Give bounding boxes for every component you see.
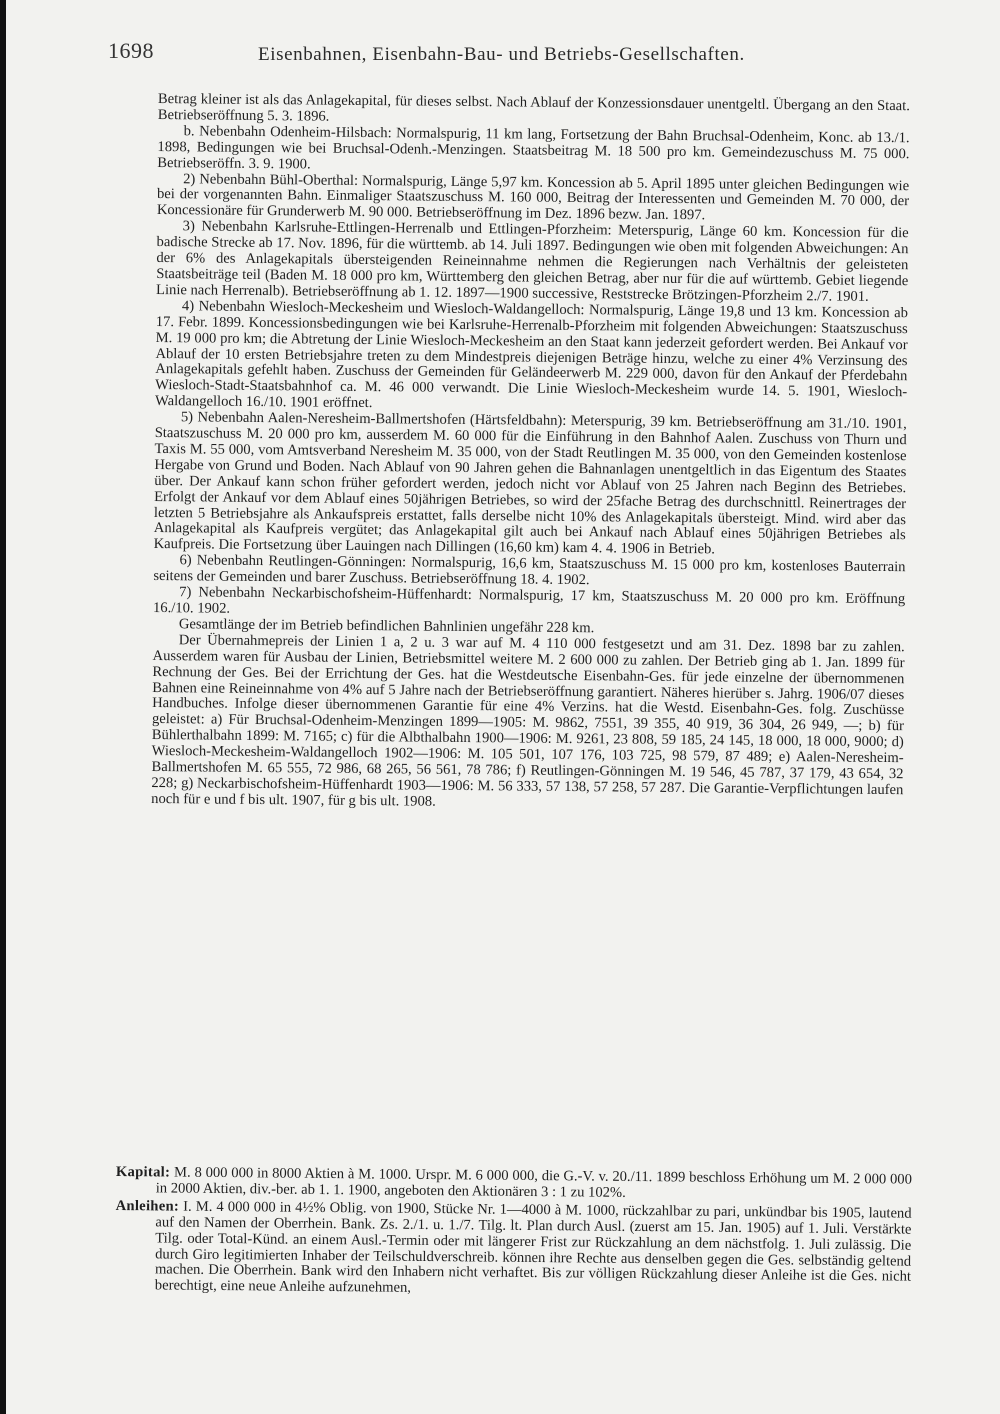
paragraph: 4) Nebenbahn Wiesloch-Meckesheim und Wiesloch-Waldangelloch: Normalspurig, Länge 19,8 und 13 km. Koncession ab 17. Febr. 1899. Koncessionsbedingungen wie bei Karlsruhe-Herrenalb-Pforzheim mit folgenden Abweichungen: Staatszuschuss M. 19 000 pro km; die Abtretung der Linie Wiesloch-Meckesheim an den Staat kann jederzeit gefordert werden. Bei Ankauf vor Ablauf der 10 ersten Betriebsjahre treten zu dem Mindestpreis diejenigen Beträge hinzu, welche zu einer 4% Verzinsung des Anlagekapitals gefehlt haben. Zuschuss der Gemeinden für Geländeerwerb M. 229 000, davon für den Ankauf der Pferdebahn Wiesloch-Stadt-Staatsbahnhof ca. M. 46 000 verwandt. Die Linie Wiesloch-Meckesheim wurde 14. 5. 1901, Wiesloch-Waldangelloch 16./10. 1901 eröffnet. — [154, 298, 908, 412]
paragraph: 3) Nebenbahn Karlsruhe-Ettlingen-Herrenalb und Ettlingen-Pforzheim: Meterspurig, Länge 60 km. Koncession für die badische Strecke ab 17. Nov. 1896, für die württemb. ab 14. Juli 1897. Bedingungen wie oben mit folgenden Abweichungen: An der 6% des Anlagekapitals übersteigenden Reineinnahme nehmen die Regierungen nach Verhältnis der geleisteten Staatsbeiträge teil (Baden M. 18 000 pro km, Württemberg den gleichen Betrag, aber nur für die auf württemb. Gebiet liegende Linie nach Herrenalb). Betriebseröffnung ab 1. 12. 1897—1900 successive, Reststrecke Brötzingen-Pforzheim 2./7. 1901. — [156, 218, 909, 305]
running-head: Eisenbahnen, Eisenbahn-Bau- und Betriebs-Gesellschaften. — [258, 44, 745, 65]
paragraph: Betrag kleiner ist als das Anlagekapital, für dieses selbst. Nach Ablauf der Konzessionsdauer unentgeltl. Übergang an den Staat. Betriebseröffnung 5. 3. 1896. — [157, 91, 910, 125]
page-number: 1698 — [108, 38, 154, 63]
main-text-column — [151, 92, 910, 815]
paragraph: 2) Nebenbahn Bühl-Oberthal: Normalspurig, Länge 5,97 km. Koncession ab 5. April 1895 unter gleichen Bedingungen wie bei der vorgenannten Bahn. Einmaliger Staatszuschuss M. 160 000, Beitrag der Interessenten und Gemeinden M. 70 000, der Koncessionäre für Grunderwerb M. 90 000. Betriebseröffnung im Dez. 1896 bezw. Jan. 1897. — [156, 170, 910, 224]
section-anleihen — [115, 1199, 912, 1302]
paragraph: b. Nebenbahn Odenheim-Hilsbach: Normalspurig, 11 km lang, Fortsetzung der Bahn Bruchsal-Odenheim, Konc. ab 13./1. 1898, Bedingungen wie bei Bruchsal-Odenh.-Menzingen. Staatsbeitrag M. 18 500 pro km. Gemeindezuschuss M. 75 000. Betriebseröffn. 3. 9. 1900. — [157, 123, 910, 173]
section-label: Kapital: — [115, 1164, 171, 1181]
paragraph: 7) Nebenbahn Neckarbischofsheim-Hüffenhardt: Normalspurig, 17 km, Staatszuschuss M. 20 000 pro km. Eröffnung 16./10. 1902. — [152, 584, 906, 617]
sections — [115, 1165, 912, 1304]
section-text: M. 8 000 000 in 8000 Aktien à M. 1000. Urspr. M. 6 000 000, die G.-V. v. 20./11. 1899 beschloss Erhöhung um M. 2 000 000 in 2000 Aktien, div.-ber. ab 1. 1. 1900, angeboten den Aktionären 3 : 1 zu 102%. — [155, 1164, 912, 1201]
section-label: Anleihen: — [115, 1197, 180, 1215]
paragraph: Der Übernahmepreis der Linien 1 a, 2 u. 3 war auf M. 4 110 000 festgesetzt und am 31. Dez. 1898 bar zu zahlen. Ausserdem waren für Ausbau der Linien, Betriebsmittel weitere M. 2 600 000 zu zahlen. Der Betrieb ging ab 1. Jan. 1899 für Rechnung der Ges. Bei der Errichtung der Ges. hat die Westdeutsche Eisenbahn-Ges. für jede einzelne der übernommenen Bahnen eine Reineinnahme von 4% auf 5 Jahre nach der Betriebseröffnung garantiert. Näheres hierüber s. Jahrg. 1906/07 dieses Handbuches. Infolge dieser übernommenen Garantie für eine 4% Verzins. hat die Westd. Eisenbahn-Ges. folg. Zuschüsse geleistet: a) Für Bruchsal-Odenheim-Menzingen 1899—1905: M. 9862, 7551, 39 355, 40 919, 36 304, 26 949, —; b) für Bühlerthalbahn 1899: M. 7165; c) für die Albthalbahn 1900—1906: M. 9261, 23 808, 59 185, 24 145, 18 000, 18 000, 9000; d) Wiesloch-Meckesheim-Waldangelloch 1902—1906: M. 105 501, 107 176, 103 725, 98 579, 87 489; e) Aalen-Neresheim-Ballmertshofen M. 65 555, 72 986, 68 265, 56 561, 78 786; f) Reutlingen-Gönningen M. 19 546, 45 787, 37 179, 43 654, 32 228; g) Neckarbischofsheim-Hüffenhardt 1903—1906: M. 56 333, 57 138, 57 258, 57 287. Die Garantie-Verpflichtungen laufen noch für e und f bis ult. 1907, für g bis ult. 1908. — [151, 632, 905, 810]
scan-edge — [0, 0, 6, 1414]
paragraph: 6) Nebenbahn Reutlingen-Gönningen: Normalspurig, 16,6 km, Staatszuschuss M. 15 000 pro km, kostenloses Bauterrain seitens der Gemeinden und barer Zuschuss. Betriebseröffnung 18. 4. 1902. — [153, 552, 906, 589]
paragraph: Gesamtlänge der im Betrieb befindlichen Bahnlinien ungefähr 228 km. — [178, 616, 595, 637]
page-header — [108, 38, 828, 72]
section-text: I. M. 4 000 000 in 4½% Oblig. von 1900, Stücke Nr. 1—4000 à M. 1000, rückzahlbar zu pari, unkündbar bis 1905, lautend auf den Namen der Oberrhein. Bank. Zs. 2./1. u. 1./7. Tilg. lt. Plan durch Ausl. (zuerst am 15. Jan. 1905) auf 1. Juli. Verstärkte Tilg. oder Total-Künd. an einem Ausl.-Termin oder mit längerer Frist zur Rückzahlung an dem nächstfolg. 1. Juli zulässig. Die durch Giro legitimierten Inhaber der Teilschuldverschreib. können ihre Rechte aus denselben gegen die Ges. selbständig geltend machen. Die Oberrhein. Bank wird den Inhabern nicht verhaftet. Bis zur völligen Rückzahlung dieser Anleihe ist die Ges. nicht berechtigt, eine neue Anleihe aufzunehmen, — [154, 1198, 912, 1297]
paragraph: 5) Nebenbahn Aalen-Neresheim-Ballmertshofen (Härtsfeldbahn): Meterspurig, 39 km. Betriebseröffnung am 31./10. 1901, Staatszuschuss M. 20 000 pro km, ausserdem M. 60 000 für die Einführung in den Bahnhof Aalen. Zuschuss von Thurn und Taxis M. 55 000, vom Amtsverband Neresheim M. 35 000, von der Stadt Reutlingen M. 35 000, von den Gemeinden kostenlose Hergabe von Grund und Boden. Nach Ablauf von 90 Jahren gehen die Bahnanlagen unentgeltlich in das Eigentum des Staates über. Der Ankauf kann schon früher gefordert werden, jedoch nicht vor Ablauf von 25 Jahren nach Beginn des Betriebes. Erfolgt der Ankauf vor dem Ablauf eines 50jährigen Betriebes, so wird der 25fache Betrag des durchschnittl. Reinertrages der letzten 5 Betriebsjahre als Ankaufspreis erstattet, falls derselbe nicht 10% des Anlagekapitals übersteigt. Mind. wird aber das Anlagekapital als Kaufpreis vergütet; das Anlagekapital gilt auch bei Ankauf nach Ablauf eines 50jährigen Betriebes als Kaufpreis. Die Fortsetzung über Lauingen nach Dillingen (16,60 km) kam 4. 4. 1906 in Betrieb. — [153, 409, 907, 558]
